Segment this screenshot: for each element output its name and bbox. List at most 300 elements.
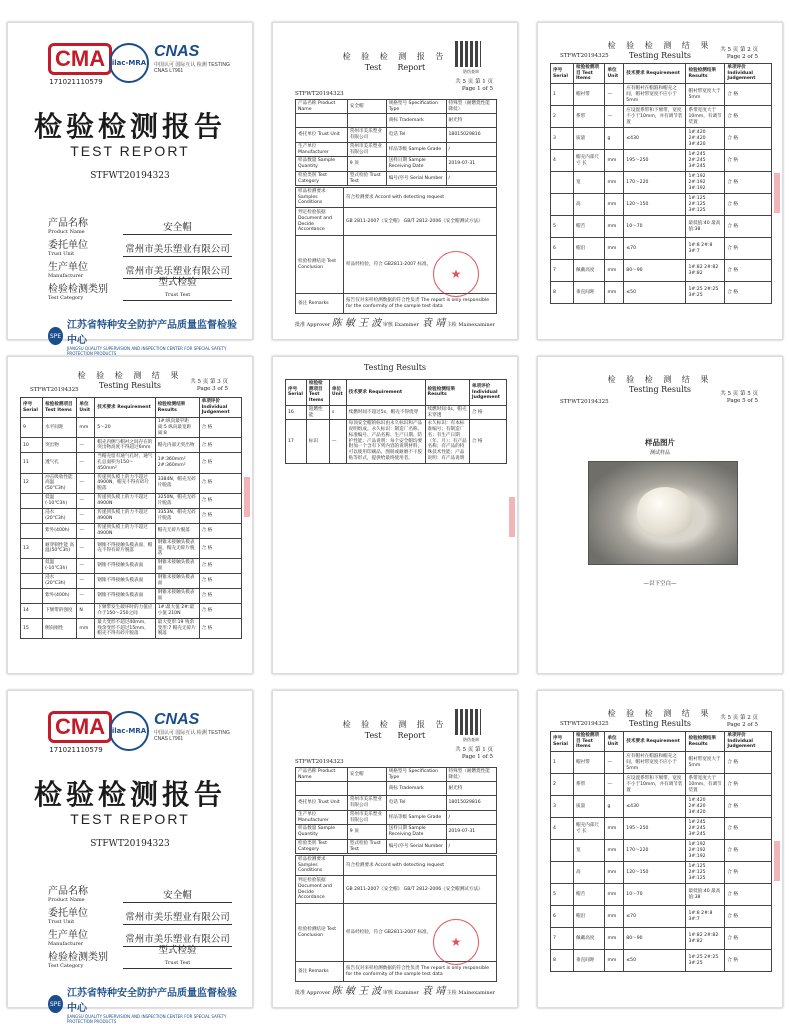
table-cell: 合 格	[199, 574, 241, 589]
cover-logos	[48, 43, 232, 98]
table-cell: —	[77, 559, 95, 574]
table-cell: 高	[574, 194, 605, 216]
table-cell: 帽舌	[574, 216, 605, 238]
table-row	[551, 928, 772, 950]
info-cell: 18015029816	[446, 796, 497, 810]
table-cell: —	[605, 84, 624, 106]
cover-page-copy: CMA 171021110579 ilac-MRA CNAS 中国认可 国际互认 检测 TESTING CNAS L7961 检验检测报告 TEST REPORT STFWT20194323 产品名称 Product Name 安全帽 委托单位 Trust Unit 常州市美乐塑业有限公司 生产单位 Manufacturer 常州市美乐塑业有限公司 检验检测类别 Test Category 型式检验 Trust Test SPE 江苏省特种安全防护产品质量监督检验中心 JIANGSU QUALITY SUPERVISION AND INSPECTION CENTER FOR SPECIAL SAFETY PROTECTION PRODUCTS	[7, 690, 253, 1008]
table-cell: mm	[605, 172, 624, 194]
table-row	[551, 752, 772, 774]
cma-logo: CMA 171021110579	[48, 43, 104, 86]
helmet-icon	[637, 487, 693, 535]
table-cell: 帽壳内部尺寸 长	[574, 150, 605, 172]
table-cell: 5～20	[95, 418, 155, 438]
table-cell: 4	[551, 818, 574, 840]
info-cell: 9 顶	[347, 157, 386, 171]
table-cell: 合 格	[199, 493, 241, 508]
table-cell: 1#:82 2#:82 3#:82	[686, 260, 725, 282]
table-row	[551, 862, 772, 884]
table-cell: 系带	[574, 106, 605, 128]
table-cell: ≤430	[624, 128, 686, 150]
info-cell: /	[446, 810, 497, 824]
table-cell: 合 格	[725, 194, 772, 216]
table-row	[286, 420, 507, 463]
table-cell: 系带	[574, 774, 605, 796]
results-page-3: STFWT20194325 检 验 检 测 结 果 Testing Results 共 5 页 第 3 页 Page 3 of 5 序号 Serial 检验检测项目 Test Items 单位 Unit 技术要求 Requirement 检验检测结果 Results 单项评价 Individual Judgement 9 水平间距 mm 5～20 1#:纵向最窄距离:5 纵向最宽距离:8 合 格 10 突出物 — 帽壳内侧与帽衬之间存在的突出物高度不得超过6mm 帽壳内部无突出物 合 格 11 透气孔 — 当帽壳留有通气孔时，通气孔总面积为150～450mm² 1#:360mm² 2#:360mm² 合 格 12 冲击吸收性能 高温(50℃3h) — 传递到头模上的力不超过4900N，帽壳不得有碎片脱落 3384N，帽壳无碎片脱落 合 格 低温(-10℃3h) — 传递到头模上的力不超过4900N 3250N，帽壳无碎片脱落 合 格 浸水(20℃3h) — 传递到头模上的力不超过4900N 3353N，帽壳无碎片脱落 合 格 紫外(400h) — 传递到头模上的力不超过4900N 帽壳无碎片脱落 合 格 13 耐穿刺性能 高温(50℃3h) — 钢锥不得接触头模表面，帽壳不得有碎片脱落 钢锥未接触头模表面，帽壳无碎片脱落 合 格 低温(-10℃3h) — 钢锥不得接触头模表面 钢锥未接触头模表面 合 格 浸水(20℃3h) — 钢锥不得接触头模表面 钢锥未接触头模表面 合 格 紫外(400h) — 钢锥不得接触头模表面 钢锥未接触头模表面 合 格 14 下颏带的强度 N 下颏带发生破坏时的力值应介于150～250之间 1#:最大值 2#:最小值 210N 合 格 15 侧向刚性 mm 最大变形不超过40mm，残余变形不超过15mm，帽壳不得有碎片脱落 最大变形:19 残余变形:7 帽壳无碎片脱落 合 格	[7, 356, 253, 674]
table-cell: 1#:125 2#:125 3#:125	[686, 194, 725, 216]
table-cell: 15	[21, 619, 43, 639]
info-cell: 委托单位 Trust Unit	[296, 128, 348, 142]
table-cell	[21, 493, 43, 508]
table-cell: 11	[21, 453, 43, 473]
info-cell: 安全帽	[347, 768, 386, 782]
info-cell: 电话 Tel	[386, 128, 446, 142]
table-row	[21, 538, 242, 558]
table-cell: 8	[551, 950, 574, 972]
table-cell: 2	[551, 774, 574, 796]
table-cell: 合 格	[725, 172, 772, 194]
results-header-row	[551, 732, 772, 752]
table-cell: 最低值:40 最高值:38	[686, 884, 725, 906]
table-cell: 1#:125 2#:125 3#:125	[686, 862, 725, 884]
table-cell: 传递到头模上的力不超过4900N	[95, 508, 155, 523]
table-cell: 3	[551, 796, 574, 818]
table-row	[21, 589, 242, 604]
table-row	[551, 238, 772, 260]
info-cell: 常州市美乐塑业有限公司	[347, 796, 386, 810]
table-row	[551, 150, 772, 172]
cma-logo: CMA 171021110579	[48, 711, 104, 754]
info-cell: 特殊型（耐燃烧性能降低）	[446, 100, 497, 114]
table-cell: mm	[605, 818, 624, 840]
table-cell: 合 格	[725, 906, 772, 928]
table-row	[551, 216, 772, 238]
table-row	[21, 493, 242, 508]
table-cell: 195～250	[624, 818, 686, 840]
table-cell: 水平间距	[43, 418, 77, 438]
results-page-5: STFWT20194325 检 验 检 测 结 果 Testing Results 共 5 页 第 5 页 Page 5 of 5 样品图片 测试样品 —以下空白—	[537, 356, 783, 674]
table-row	[551, 194, 772, 216]
table-cell: 帽沿	[574, 906, 605, 928]
table-cell	[21, 559, 43, 574]
table-cell: 传递到头模上的力不超过4900N	[95, 523, 155, 538]
results-header-cell: 序号 Serial	[551, 64, 574, 84]
table-cell: mm	[605, 862, 624, 884]
table-cell: 6	[551, 906, 574, 928]
info-cell: /	[446, 839, 497, 853]
results-header-cell: 检验检测项目 Test Items	[43, 398, 77, 418]
table-cell: 帽壳内侧与帽衬之间存在的突出物高度不得超过6mm	[95, 438, 155, 453]
info-row	[296, 768, 497, 782]
table-cell: 1#:192 2#:192 3#:192	[686, 840, 725, 862]
table-cell: 合 格	[725, 818, 772, 840]
table-cell: 钢锥未接触头模表面，帽壳无碎片脱落	[155, 538, 199, 558]
results-header-cell: 检验检测结果 Results	[425, 380, 469, 406]
table-cell: 宽	[574, 172, 605, 194]
table-cell: mm	[605, 906, 624, 928]
table-cell: 最大变形不超过40mm，残余变形不超过15mm，帽壳不得有碎片脱落	[95, 619, 155, 639]
table-row	[21, 438, 242, 453]
table-cell: 1#:420 2#:420 3#:420	[686, 128, 725, 150]
info-row	[296, 100, 497, 114]
table-cell: 3353N，帽壳无碎片脱落	[155, 508, 199, 523]
table-row	[551, 906, 772, 928]
info-row	[296, 114, 497, 128]
table-cell: mm	[77, 418, 95, 438]
table-row	[551, 950, 772, 972]
table-cell: 帽壳内部尺寸 长	[574, 818, 605, 840]
table-cell: 透气孔	[43, 453, 77, 473]
seal-edge-icon	[774, 841, 780, 881]
results-header-cell: 检验检测项目 Test Items	[574, 732, 605, 752]
table-cell: 3384N，帽壳无碎片脱落	[155, 473, 199, 493]
info-cell: 特殊型（耐燃烧性能降低）	[446, 768, 497, 782]
table-cell: 1	[551, 84, 574, 106]
table-cell: 高	[574, 862, 605, 884]
table-cell: —	[605, 752, 624, 774]
info-cell	[296, 114, 348, 128]
table-cell: 系带宽度大于10mm，有调节装置	[686, 774, 725, 796]
results-header-cell: 单项评价 Individual Judgement	[469, 380, 506, 406]
results-header-cell: 技术要求 Requirement	[95, 398, 155, 418]
results-header-cell: 检验检测结果 Results	[155, 398, 199, 418]
table-cell: 4	[551, 150, 574, 172]
table-cell: —	[329, 420, 346, 463]
table-row	[551, 282, 772, 304]
results-header-cell: 检验检测项目 Test Items	[574, 64, 605, 84]
info-cell	[296, 782, 348, 796]
table-cell: 10～70	[624, 884, 686, 906]
table-cell: 钢锥不得接触头模表面	[95, 574, 155, 589]
table-cell: 合 格	[725, 150, 772, 172]
table-cell: 合 格	[725, 928, 772, 950]
info-cell: 送样日期 Sample Receiving Date	[386, 157, 446, 171]
info-cell: 2019-07-31	[446, 825, 497, 839]
results-header-row	[21, 398, 242, 418]
table-cell: 佩戴高度	[574, 260, 605, 282]
info-row	[296, 782, 497, 796]
info-cell: 产品名称 Product Name	[296, 768, 348, 782]
table-cell	[21, 589, 43, 604]
helmet-photo	[588, 461, 738, 565]
table-cell: 5	[551, 216, 574, 238]
table-cell: ≤70	[624, 906, 686, 928]
cnas-logo: CNAS 中国认可 国际互认 检测 TESTING CNAS L7961	[154, 43, 230, 74]
table-cell: 合 格	[469, 405, 506, 419]
results-header-cell: 技术要求 Requirement	[624, 732, 686, 752]
table-cell: 1#:420 2#:420 3#:420	[686, 796, 725, 818]
table-cell: 合 格	[199, 589, 241, 604]
table-cell: 3250N，帽壳无碎片脱落	[155, 493, 199, 508]
results-table-p2	[550, 63, 772, 304]
table-cell: ≤50	[624, 950, 686, 972]
info-row	[296, 796, 497, 810]
results-page-4: Testing Results 序号 Serial 检验检测项目 Test Items 单位 Unit 技术要求 Requirement 检验检测结果 Results 单项评价 Individual Judgement 16 阻燃性能 s 续燃时间不超过5s，帽壳不得烧穿 续燃时间:0s，帽壳未穿透 合 格 17 标识 — 每顶安全帽的标识由永久标识和产品说明组成。永久标识：制造厂名称、标准编号、产品名称、生产日期、防护性能；产品说明：每个安全帽均要附加一个含有下列内容的说明材料，可以使用印刷品、图册或耐磨不干胶贴等形式，提供给最终使用者。 永久标识：有本标准编号；有制造厂名；有生产日期（年、月）；有产品名称；有产品的特殊技术性能；产品说明：有产品说明 合 格	[272, 356, 518, 674]
info-cell: 18015029816	[446, 128, 497, 142]
seal-edge-icon	[509, 497, 515, 537]
table-cell: —	[77, 493, 95, 508]
report-info-table	[295, 99, 497, 186]
table-cell: 侧向刚性	[43, 619, 77, 639]
info-cell: 耐光特	[446, 782, 497, 796]
table-cell: 帽壳无碎片脱落	[155, 523, 199, 538]
table-cell: 1#:82 2#:82 3#:82	[686, 928, 725, 950]
info-cell: 常州市美乐塑业有限公司	[347, 128, 386, 142]
table-cell: 标识	[306, 420, 329, 463]
spe-badge-icon: SPE	[48, 995, 63, 1013]
table-cell: 8	[551, 282, 574, 304]
report-detail-table: 样品检测要求 Samples Conditions 符合检测要求 Accord with detecting request 判定检验依据 Document and Decide Accordance GB 2811-2007《安全帽》 GB/T 2812-2006《安全帽测试方法》 检验检测结论 Test Conclusion 样品经检验，符合 GB2811-2007 标准。 备注 Remarks 报告仅对来样检测数据的符合性负责 The report is only responsible for the conformity of the sample test data	[295, 187, 497, 314]
info-row	[296, 825, 497, 839]
table-cell: 下颏带发生破坏时的力值应介于150～250之间	[95, 604, 155, 619]
info-cell: 型式检验 Trust Test	[347, 839, 386, 853]
table-cell: 1#:纵向最窄距离:5 纵向最宽距离:8	[155, 418, 199, 438]
table-cell: 5	[551, 884, 574, 906]
table-cell: 合 格	[725, 84, 772, 106]
cover-field-manufacturer: 生产单位 Manufacturer 常州市美乐塑业有限公司	[48, 925, 232, 947]
info-cell: 产品名称 Product Name	[296, 100, 348, 114]
table-row	[551, 128, 772, 150]
table-cell: 钢锥不得接触头模表面	[95, 559, 155, 574]
table-cell: 12	[21, 473, 43, 493]
table-cell: 合 格	[199, 438, 241, 453]
info-cell: 耐光特	[446, 114, 497, 128]
table-cell: 120～150	[624, 862, 686, 884]
cover-subtitle: TEST REPORT	[70, 811, 190, 827]
results-header-cell: 单项评价 Individual Judgement	[725, 64, 772, 84]
table-cell	[551, 840, 574, 862]
info-cell: 样品数量 Sample Quantity	[296, 157, 348, 171]
table-cell: 冲击吸收性能 高温(50℃3h)	[43, 473, 77, 493]
table-cell: —	[77, 589, 95, 604]
results-page-2: STFWT20194325 检 验 检 测 结 果 Testing Results 共 5 页 第 2 页 Page 2 of 5 序号 Serial 检验检测项目 Test Items 单位 Unit 技术要求 Requirement 检验检测结果 Results 单项评价 Individual Judgement 1 帽衬带 — 应有帽衬在帽箍和帽壳之间，帽衬带宽度不应小于5mm 帽衬带宽度大于5mm 合 格 2 系带 — 应设置系带和下颏带，宽度不小于10mm，并有调节装置 系带宽度大于10mm，有调节装置 合 格 3 质量 g ≤430 1#:420 2#:420 3#:420 合 格 4 帽壳内部尺寸 长 mm 195～250 1#:245 2#:245 3#:245 合 格 宽 mm 170～220 1#:192 2#:192 3#:192 合 格 高 mm 120～150 1#:125 2#:125 3#:125 合 格 5 帽舌 mm 10～70 最低值:40 最高值:38 合 格 6 帽沿 mm ≤70 1#:8 2#:8 3#:7 合 格 7 佩戴高度 mm 80～90 1#:82 2#:82 3#:82 合 格 8 垂直间距 mm ≤50 1#:25 2#:25 3#:25 合 格	[537, 22, 783, 340]
table-cell: 合 格	[725, 884, 772, 906]
cover-field-trust-unit: 委托单位 Trust Unit 常州市美乐塑业有限公司	[48, 235, 232, 257]
table-cell: 续燃时间:0s，帽壳未穿透	[425, 405, 469, 419]
table-row	[21, 559, 242, 574]
cover-footer: SPE 江苏省特种安全防护产品质量监督检验中心 JIANGSU QUALITY SUPERVISION AND INSPECTION CENTER FOR SPECIAL SAFETY PROTECTION PRODUCTS	[49, 320, 237, 356]
results-table-p2	[550, 731, 772, 972]
table-cell: 钢锥未接触头模表面	[155, 574, 199, 589]
table-cell: mm	[605, 260, 624, 282]
table-cell	[551, 172, 574, 194]
table-cell: 应设置系带和下颏带，宽度不小于10mm，并有调节装置	[624, 774, 686, 796]
table-cell: 120～150	[624, 194, 686, 216]
table-cell: 帽沿	[574, 238, 605, 260]
info-cell: 委托单位 Trust Unit	[296, 796, 348, 810]
table-cell: 80～90	[624, 260, 686, 282]
table-cell: 合 格	[725, 128, 772, 150]
table-cell: —	[77, 438, 95, 453]
photo-subtitle: 测试样品	[649, 450, 670, 456]
table-cell: 最低值:40 最高值:38	[686, 216, 725, 238]
info-row	[296, 171, 497, 185]
table-cell: ≤70	[624, 238, 686, 260]
photo-title: 样品图片	[645, 438, 675, 447]
table-cell: 合 格	[725, 950, 772, 972]
report-page-copy: 检 验 检 测 报 告 Test Report 防伪查询 STFWT20194323 共 5 页 第 1 页 Page 1 of 5 产品名称 Product Name 安全帽 规格型号 Specification Type 特殊型（耐燃烧性能降低） 商标 Trademark 耐光特 委托单位 Trust Unit 常州市美乐塑业有限公司 电话 Tel 18015029816 生产单位 Manufacturer 常州市美乐塑业有限公司 样品等级 Sample Grade / 样品数量 Sample Quantity 9 顶 送样日期 Sample Receiving Date 2019-07-31 检验类别 Test Category 型式检验 Trust Test 编号/序号 Serial Number / 样品检测要求 Samples Conditions 符合检测要求 Accord with detecting request 判定检验依据 Document and Decide Accordance GB 2811-2007《安全帽》 GB/T 2812-2006《安全帽测试方法》 检验检测结论 Test Conclusion 样品经检验，符合 GB2811-2007 标准。 备注 Remarks 报告仅对来样检测数据的符合性负责 The report is only responsible for the conformity of the sample test data ★ 批准 Approver 陈 敏 王 波 审核 Examiner 袁 靖 主检 Mainexaminer	[272, 690, 518, 1008]
info-cell: 规格型号 Specification Type	[386, 100, 446, 114]
table-cell: 合 格	[725, 260, 772, 282]
table-cell: 低温(-10℃3h)	[43, 493, 77, 508]
table-cell: 17	[286, 420, 307, 463]
info-cell: 型式检验 Trust Test	[347, 171, 386, 185]
table-cell: 合 格	[725, 106, 772, 128]
table-cell: 1#:25 2#:25 3#:25	[686, 950, 725, 972]
results-header-cell: 单位 Unit	[329, 380, 346, 406]
table-cell: —	[77, 508, 95, 523]
table-cell: 1#:192 2#:192 3#:192	[686, 172, 725, 194]
info-row	[296, 839, 497, 853]
table-cell: mm	[605, 840, 624, 862]
table-cell: 帽壳内部无突出物	[155, 438, 199, 453]
cover-field-manufacturer: 生产单位 Manufacturer 常州市美乐塑业有限公司	[48, 257, 232, 279]
table-cell: 紫外(400h)	[43, 589, 77, 604]
table-cell: 永久标识：有本标准编号；有制造厂名；有生产日期（年、月）；有产品名称；有产品的特殊技术性能；产品说明：有产品说明	[425, 420, 469, 463]
table-cell: 14	[21, 604, 43, 619]
cover-fields	[48, 213, 232, 301]
table-cell: mm	[605, 216, 624, 238]
table-cell: mm	[605, 194, 624, 216]
table-cell: 低温(-10℃3h)	[43, 559, 77, 574]
table-cell: 钢锥未接触头模表面	[155, 589, 199, 604]
results-header-cell: 检验检测结果 Results	[686, 64, 725, 84]
table-row	[551, 840, 772, 862]
table-cell: mm	[77, 619, 95, 639]
info-cell: 样品等级 Sample Grade	[386, 142, 446, 156]
table-cell: 传递到头模上的力不超过4900N，帽壳不得有碎片脱落	[95, 473, 155, 493]
table-row	[21, 473, 242, 493]
red-seal-icon	[433, 251, 479, 297]
table-cell: 合 格	[725, 752, 772, 774]
table-cell: 续燃时间不超过5s，帽壳不得烧穿	[346, 405, 425, 419]
cover-title: 检验检测报告	[33, 110, 226, 143]
info-cell: 9 顶	[347, 825, 386, 839]
results-header-cell: 检验检测项目 Test Items	[306, 380, 329, 406]
table-cell	[21, 574, 43, 589]
cover-field-product: 产品名称 Product Name 安全帽	[48, 213, 232, 235]
table-cell: —	[605, 774, 624, 796]
table-row	[551, 796, 772, 818]
table-cell: 1#:最大值 2#:最小值 210N	[155, 604, 199, 619]
table-cell: 帽衬带宽度大于5mm	[686, 752, 725, 774]
table-cell: —	[77, 523, 95, 538]
results-header-cell: 检验检测结果 Results	[686, 732, 725, 752]
table-cell: 帽衬带	[574, 752, 605, 774]
table-cell: 钢锥未接触头模表面	[155, 559, 199, 574]
qr-code-icon	[455, 41, 481, 67]
table-cell: 帽舌	[574, 884, 605, 906]
table-cell: 帽衬带	[574, 84, 605, 106]
info-cell: 生产单位 Manufacturer	[296, 142, 348, 156]
cnas-logo: CNAS 中国认可 国际互认 检测 TESTING CNAS L7961	[154, 711, 230, 742]
info-cell	[347, 782, 386, 796]
table-cell: 合 格	[725, 862, 772, 884]
info-cell: 样品数量 Sample Quantity	[296, 825, 348, 839]
table-cell: g	[605, 796, 624, 818]
table-cell: 13	[21, 538, 43, 558]
cover-title: 检验检测报告	[33, 778, 226, 811]
table-cell: mm	[605, 928, 624, 950]
cover-report-number: STFWT20194323	[90, 171, 170, 181]
table-cell: 合 格	[725, 840, 772, 862]
results-header-cell: 序号 Serial	[286, 380, 307, 406]
report-info-table	[295, 767, 497, 854]
table-cell: 应有帽衬在帽箍和帽壳之间，帽衬带宽度不应小于5mm	[624, 84, 686, 106]
report-detail-table: 样品检测要求 Samples Conditions 符合检测要求 Accord with detecting request 判定检验依据 Document and Decide Accordance GB 2811-2007《安全帽》 GB/T 2812-2006《安全帽测试方法》 检验检测结论 Test Conclusion 样品经检验，符合 GB2811-2007 标准。 备注 Remarks 报告仅对来样检测数据的符合性负责 The report is only responsible for the conformity of the sample test data	[295, 855, 497, 982]
cover-page	[7, 22, 253, 356]
table-row	[551, 818, 772, 840]
table-row	[551, 260, 772, 282]
table-cell: 195～250	[624, 150, 686, 172]
table-cell: 钢锥不得接触头模表面，帽壳不得有碎片脱落	[95, 538, 155, 558]
info-row	[296, 810, 497, 824]
table-cell: 合 格	[199, 473, 241, 493]
cover-subtitle: TEST REPORT	[70, 143, 190, 159]
results-header-cell: 单位 Unit	[605, 732, 624, 752]
table-cell: 浸水(20℃3h)	[43, 508, 77, 523]
table-cell: 1	[551, 752, 574, 774]
table-cell: 10～70	[624, 216, 686, 238]
info-cell: /	[446, 142, 497, 156]
info-cell: 商标 Trademark	[386, 782, 446, 796]
table-cell: 耐穿刺性能 高温(50℃3h)	[43, 538, 77, 558]
table-row	[21, 619, 242, 639]
table-cell: mm	[605, 238, 624, 260]
table-cell: 帽衬带宽度大于5mm	[686, 84, 725, 106]
table-cell	[551, 862, 574, 884]
table-cell: 1#:25 2#:25 3#:25	[686, 282, 725, 304]
table-cell: 佩戴高度	[574, 928, 605, 950]
info-cell: 生产单位 Manufacturer	[296, 810, 348, 824]
signatures: 批准 Approver 陈 敏 王 波 审核 Examiner 袁 靖 主检 Mainexaminer	[295, 318, 495, 329]
table-cell	[21, 523, 43, 538]
table-cell: 1#:8 2#:8 3#:7	[686, 238, 725, 260]
table-cell: 合 格	[725, 216, 772, 238]
info-row	[296, 157, 497, 171]
table-cell: 质量	[574, 796, 605, 818]
table-cell: 当帽壳留有通气孔时，通气孔总面积为150～450mm²	[95, 453, 155, 473]
table-row	[551, 84, 772, 106]
results-header-cell: 单项评价 Individual Judgement	[725, 732, 772, 752]
blank-below: —以下空白—	[643, 581, 677, 587]
table-cell: 紫外(400h)	[43, 523, 77, 538]
info-row	[296, 142, 497, 156]
results-header-row	[286, 380, 507, 406]
table-row	[551, 172, 772, 194]
table-cell: 合 格	[469, 420, 506, 463]
table-cell: 170～220	[624, 840, 686, 862]
info-cell: 常州市美乐塑业有限公司	[347, 142, 386, 156]
table-cell: 垂直间距	[574, 950, 605, 972]
table-cell: —	[77, 473, 95, 493]
table-cell: 突出物	[43, 438, 77, 453]
table-cell: 1#:245 2#:245 3#:245	[686, 150, 725, 172]
info-cell	[347, 114, 386, 128]
info-cell: 常州市美乐塑业有限公司	[347, 810, 386, 824]
info-cell: 安全帽	[347, 100, 386, 114]
report-page: 检 验 检 测 报 告 Test Report 防伪查询 STFWT20194323 共 5 页 第 1 页 Page 1 of 5 产品名称 Product Name 安全帽 规格型号 Specification Type 特殊型（耐燃烧性能降低） 商标 Trademark 耐光特 委托单位 Trust Unit 常州市美乐塑业有限公司 电话 Tel 18015029816 生产单位 Manufacturer 常州市美乐塑业有限公司 样品等级 Sample Grade / 样品数量 Sample Quantity 9 顶 送样日期 Sample Receiving Date 2019-07-31 检验类别 Test Category 型式检验 Trust Test 编号/序号 Serial Number / 样品检测要求 Samples Conditions 符合检测要求 Accord with detecting request 判定检验依据 Document and Decide Accordance GB 2811-2007《安全帽》 GB/T 2812-2006《安全帽测试方法》 检验检测结论 Test Conclusion 样品经检验，符合 GB2811-2007 标准。 备注 Remarks 报告仅对来样检测数据的符合性负责 The report is only responsible for the conformity of the sample test data ★ 批准 Approver 陈 敏 王 波 审核 Examiner 袁 靖 主检 Mainexaminer	[272, 22, 518, 340]
table-cell: 16	[286, 405, 307, 419]
results-header-cell: 技术要求 Requirement	[346, 380, 425, 406]
cover-field-category: 检验检测类别 Test Category 型式检验 Trust Test	[48, 279, 232, 301]
table-cell: 1#:245 2#:245 3#:245	[686, 818, 725, 840]
results-table-p4	[285, 379, 507, 464]
table-cell: 垂直间距	[574, 282, 605, 304]
table-cell: 合 格	[199, 523, 241, 538]
table-cell: 阻燃性能	[306, 405, 329, 419]
table-cell: —	[605, 106, 624, 128]
